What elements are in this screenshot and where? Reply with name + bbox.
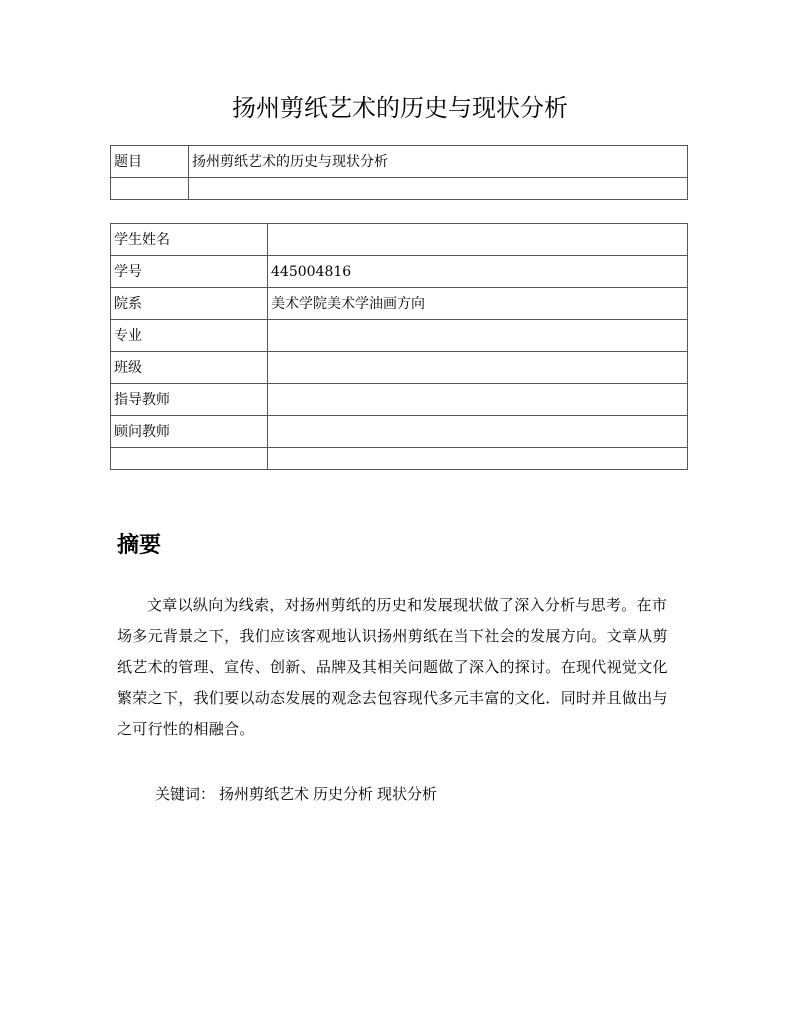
abstract-heading: 摘要 xyxy=(117,532,162,558)
info-value xyxy=(268,224,688,256)
info-value xyxy=(268,384,688,416)
topic-table xyxy=(110,145,688,200)
table-row xyxy=(111,256,688,288)
keywords-line xyxy=(155,780,437,808)
table-row xyxy=(111,320,688,352)
page-title: 扬州剪纸艺术的历史与现状分析 xyxy=(232,94,568,122)
info-value xyxy=(268,416,688,448)
keyword: 历史分析 xyxy=(313,785,374,803)
table-row xyxy=(111,352,688,384)
info-label: 学生姓名 xyxy=(111,224,268,256)
table-row xyxy=(111,384,688,416)
info-value xyxy=(268,320,688,352)
table-row xyxy=(111,178,688,200)
info-label: 顾问教师 xyxy=(111,416,268,448)
info-label: 专业 xyxy=(111,320,268,352)
table-row xyxy=(111,146,688,178)
table-row xyxy=(111,448,688,470)
table-row xyxy=(111,416,688,448)
student-info-table xyxy=(110,223,688,470)
keyword: 现状分析 xyxy=(377,785,438,803)
keyword: 扬州剪纸艺术 xyxy=(219,785,310,803)
abstract-body: 文章以纵向为线索，对扬州剪纸的历史和发展现状做了深入分析与思考。在市场多元背景之下，我们应该客观地认识扬州剪纸在当下社会的发展方向。文章从剪纸艺术的管理、宣传、创新、品牌及其相关问题做了深入的探讨。在现代视觉文化繁荣之下，我们要以动态发展的观念去包容现代多元丰富的文化．同时并且做出与之可行性的相融合。 xyxy=(117,596,668,738)
table-cell xyxy=(111,448,268,470)
info-label: 院系 xyxy=(111,288,268,320)
table-cell xyxy=(268,448,688,470)
info-label: 指导教师 xyxy=(111,384,268,416)
info-label: 学号 xyxy=(111,256,268,288)
info-value: 美术学院美术学油画方向 xyxy=(268,288,688,320)
table-cell xyxy=(111,178,189,200)
keywords-label: 关键词： xyxy=(155,785,216,803)
topic-label: 题目 xyxy=(111,146,189,178)
topic-value: 扬州剪纸艺术的历史与现状分析 xyxy=(189,146,688,178)
info-value xyxy=(268,352,688,384)
table-row xyxy=(111,288,688,320)
table-cell xyxy=(189,178,688,200)
table-row xyxy=(111,224,688,256)
info-label: 班级 xyxy=(111,352,268,384)
info-value: 445004816 xyxy=(268,256,688,288)
